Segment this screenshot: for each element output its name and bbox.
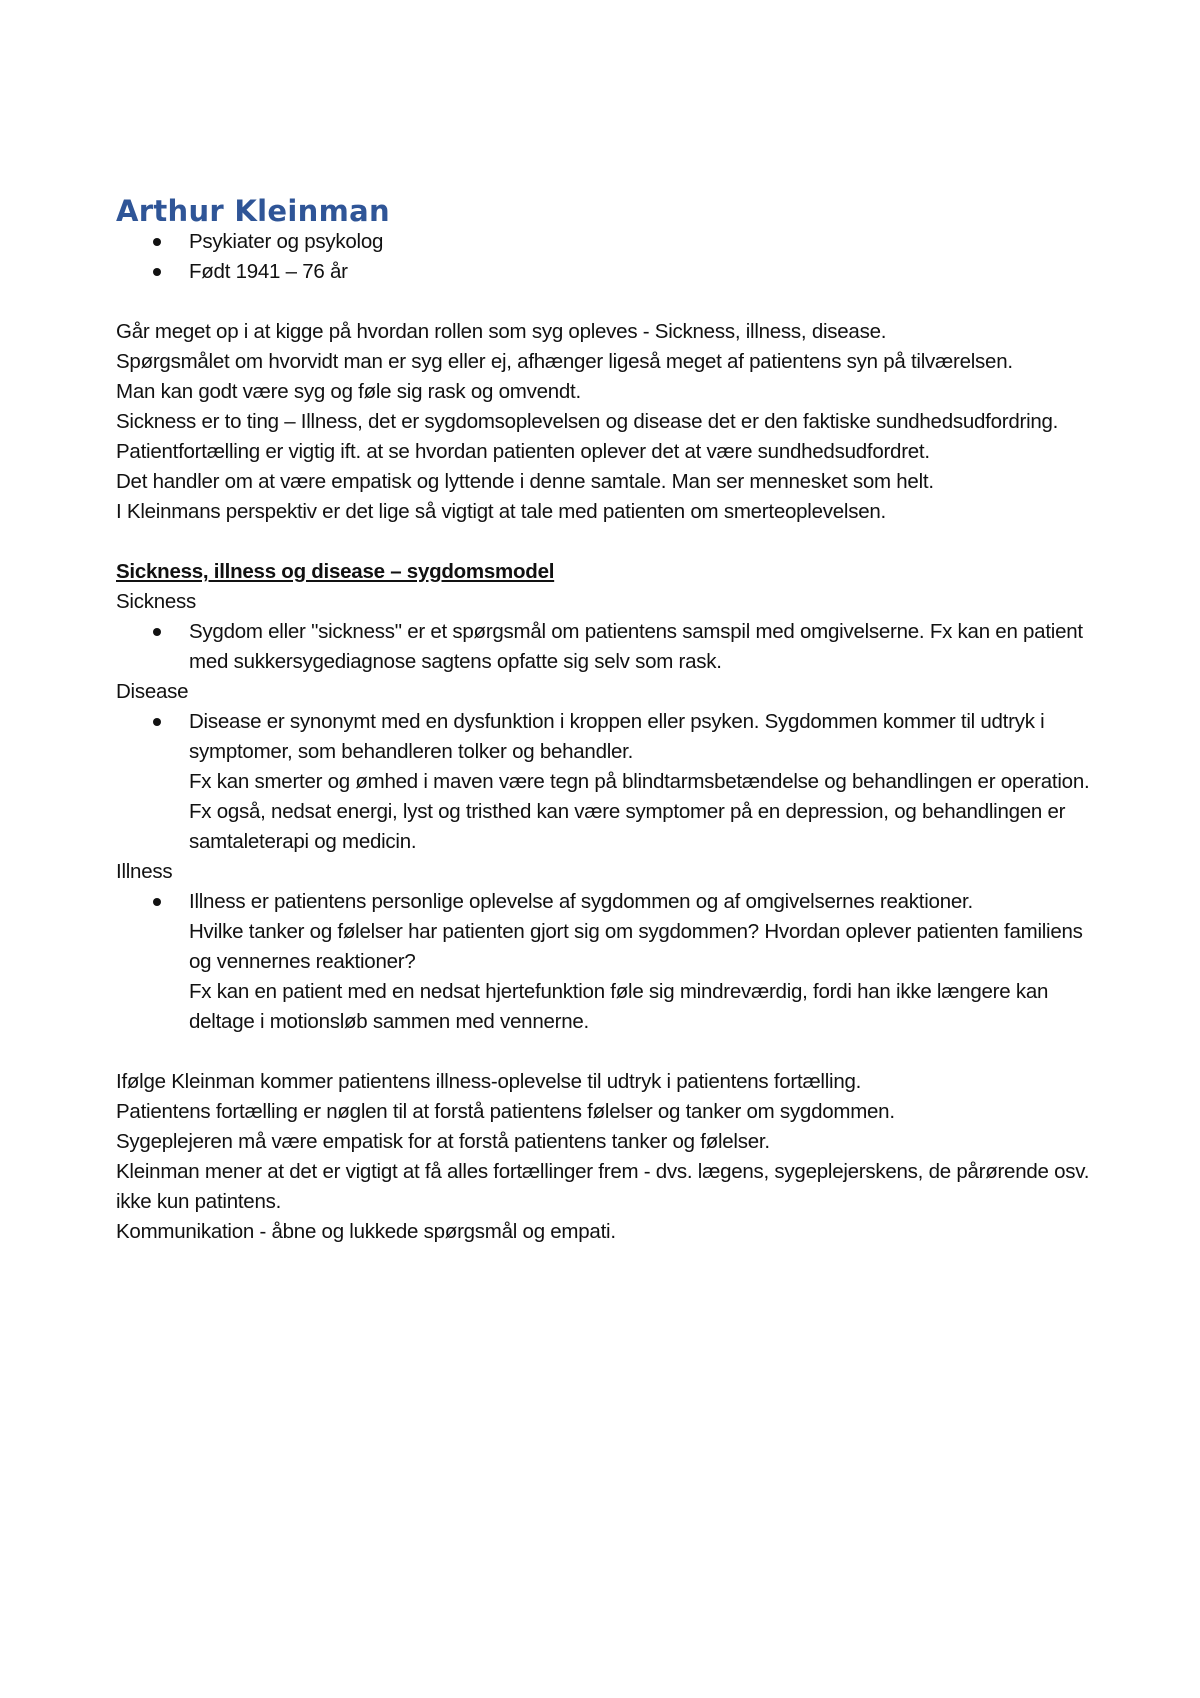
list-item: Født 1941 – 76 år — [116, 257, 1096, 287]
closing-paragraph — [116, 1067, 1096, 1247]
disease-label: Disease — [116, 680, 189, 703]
document-page — [116, 193, 1096, 1247]
bullet-text: Sygdom eller "sickness" er et spørgsmål om patientens samspil med omgivelserne. Fx kan en patient med sukkersygediagnose sagtens opfatte sig selv som rask. — [189, 620, 1083, 673]
paragraph-line: Man kan godt være syg og føle sig rask og omvendt. — [116, 380, 581, 403]
bullet-text: Fx kan smerter og ømhed i maven være tegn på blindtarmsbetændelse og behandlingen er operation. — [189, 770, 1090, 793]
bullet-text: Hvilke tanker og følelser har patienten gjort sig om sygdommen? Hvordan oplever patienten familiens og vennernes reaktioner? — [189, 920, 1083, 973]
paragraph-line: Sickness er to ting – Illness, det er sygdomsoplevelsen og disease det er den faktiske sundhedsudfordring. — [116, 410, 1059, 433]
intro-paragraph — [116, 317, 1096, 527]
intro-bullet-list — [116, 227, 1096, 287]
list-item — [116, 617, 1096, 677]
list-item — [116, 887, 1096, 1037]
paragraph-line: Det handler om at være empatisk og lyttende i denne samtale. Man ser mennesket som helt. — [116, 470, 934, 493]
paragraph-line: Kleinman mener at det er vigtigt at få alles fortællinger frem - dvs. lægens, sygeplejerskens, de pårørende osv. ikke kun patintens. — [116, 1160, 1090, 1213]
paragraph-line: Spørgsmålet om hvorvidt man er syg eller ej, afhænger ligeså meget af patientens syn på tilværelsen. — [116, 350, 1013, 373]
bullet-text: Illness er patientens personlige oplevelse af sygdommen og af omgivelsernes reaktioner. — [189, 890, 973, 913]
document-title: Arthur Kleinman — [116, 194, 390, 228]
paragraph-line: Går meget op i at kigge på hvordan rollen som syg opleves - Sickness, illness, disease. — [116, 320, 887, 343]
bullet-text: Fx kan en patient med en nedsat hjertefunktion føle sig mindreværdig, fordi han ikke længere kan deltage i motionsløb sammen med vennerne. — [189, 980, 1049, 1033]
paragraph-line: Patientens fortælling er nøglen til at forstå patientens følelser og tanker om sygdommen. — [116, 1100, 895, 1123]
paragraph-line: I Kleinmans perspektiv er det lige så vigtigt at tale med patienten om smerteoplevelsen. — [116, 500, 886, 523]
sickness-label: Sickness — [116, 590, 197, 613]
paragraph-line: Kommunikation - åbne og lukkede spørgsmål og empati. — [116, 1220, 616, 1243]
paragraph-line: Ifølge Kleinman kommer patientens illness-oplevelse til udtryk i patientens fortælling. — [116, 1070, 862, 1093]
spacer — [116, 287, 1096, 317]
paragraph-line: Sygeplejeren må være empatisk for at forstå patientens tanker og følelser. — [116, 1130, 770, 1153]
disease-bullet-list — [116, 707, 1096, 857]
sickness-bullet-list — [116, 617, 1096, 677]
section-heading: Sickness, illness og disease – sygdomsmodel — [116, 560, 555, 583]
sygdomsmodel-section — [116, 557, 1096, 1037]
bullet-text: Disease er synonymt med en dysfunktion i kroppen eller psyken. Sygdommen kommer til udtryk i symptomer, som behandleren tolker og behandler. — [189, 710, 1045, 763]
spacer — [116, 1037, 1096, 1067]
paragraph-line: Patientfortælling er vigtig ift. at se hvordan patienten oplever det at være sundhedsudfordret. — [116, 440, 930, 463]
list-item: Psykiater og psykolog — [116, 227, 1096, 257]
spacer — [116, 527, 1096, 557]
illness-label: Illness — [116, 860, 173, 883]
illness-bullet-list — [116, 887, 1096, 1037]
bullet-text: Fx også, nedsat energi, lyst og tristhed kan være symptomer på en depression, og behandlingen er samtaleterapi og medicin. — [189, 800, 1066, 853]
list-item — [116, 707, 1096, 857]
